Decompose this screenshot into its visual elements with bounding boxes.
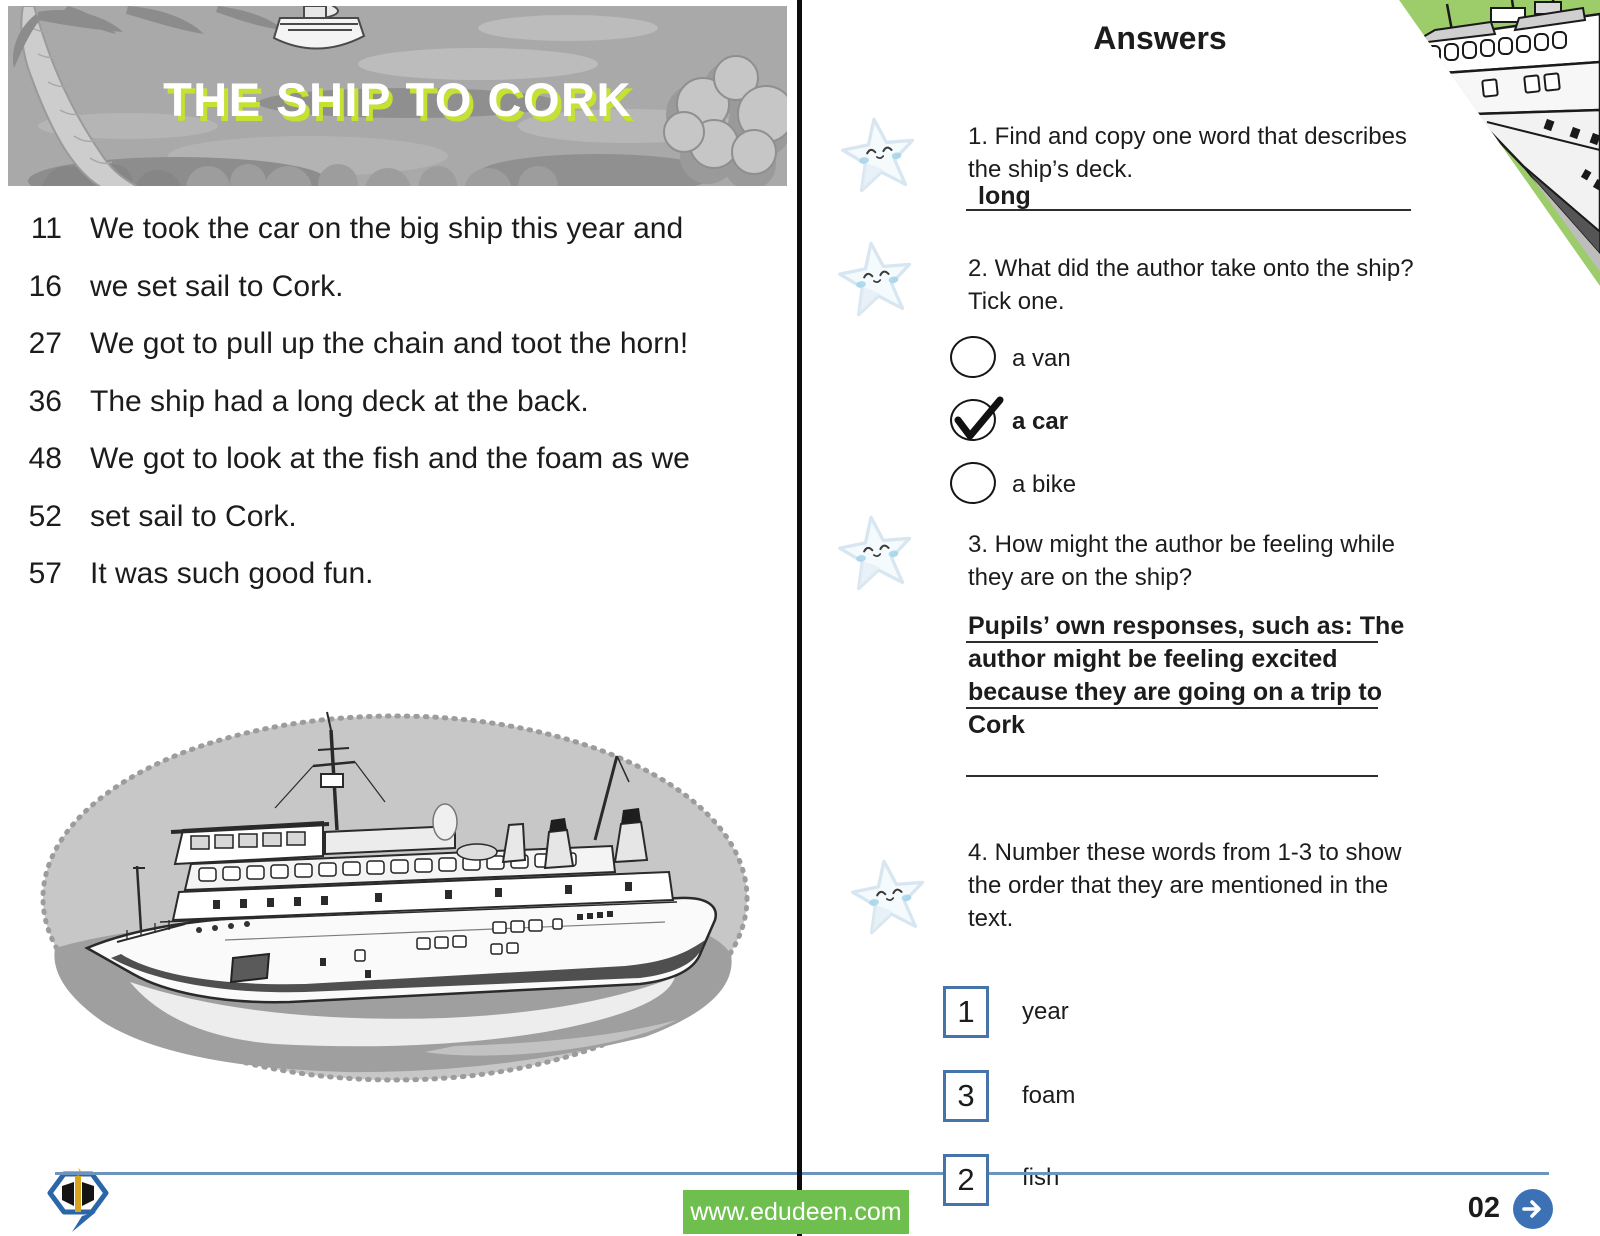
order-box-foam: 3 <box>943 1070 989 1122</box>
tick-option-van <box>949 334 998 379</box>
answer-3-text: Pupils’ own responses, such as: The author might be feeling excited because they are going on a trip to Cork <box>968 612 1405 739</box>
question-1-line1: 1. Find and copy one word that describes <box>968 123 1407 150</box>
question-2 <box>968 252 1448 318</box>
answer-1-text: long <box>978 182 1031 210</box>
answers-heading: Answers <box>1093 20 1227 56</box>
passage-line: 57 It was such good fun. <box>0 557 780 615</box>
question-2-line2: Tick one. <box>968 288 1065 315</box>
passage-line: 27 We got to pull up the chain and toot the horn! <box>0 327 780 385</box>
answer-3-line <box>966 707 1378 709</box>
page-number: 02 <box>1467 1192 1500 1224</box>
question-3-line2: they are on the ship? <box>968 564 1193 591</box>
word-count: 27 <box>28 327 62 360</box>
star-icon <box>838 114 920 196</box>
tick-icon <box>942 388 1012 450</box>
word-count: 52 <box>28 499 62 533</box>
question-3 <box>968 528 1448 594</box>
next-arrow-icon <box>1521 1197 1545 1221</box>
website-badge[interactable] <box>683 1190 909 1234</box>
word-count: 16 <box>28 269 62 303</box>
page-divider <box>797 0 802 1236</box>
question-4-line2: the order that they are mentioned in the <box>968 872 1389 899</box>
star-icon <box>835 238 917 320</box>
question-3-line1: 3. How might the author be feeling while <box>968 531 1395 558</box>
question-1 <box>968 120 1448 186</box>
star-icon <box>848 856 930 938</box>
order-box-year: 1 <box>943 986 989 1038</box>
option-bike-label: a bike <box>1012 471 1077 498</box>
reading-passage <box>0 212 780 615</box>
website-url[interactable]: www.edudeen.com <box>690 1197 902 1226</box>
ferry-illustration <box>25 690 765 1090</box>
next-page-button[interactable] <box>1513 1189 1553 1229</box>
word-count: 11 <box>30 212 62 245</box>
edudeen-logo <box>42 1168 114 1234</box>
passage-line: 16 we set sail to Cork. <box>0 270 780 328</box>
option-car-label: a car <box>1012 408 1069 435</box>
option-van-label: a van <box>1012 345 1071 372</box>
question-1-line2: the ship’s deck. <box>968 156 1133 183</box>
passage-line: 36 The ship had a long deck at the back. <box>0 385 780 443</box>
question-4 <box>968 836 1448 935</box>
answer-3-line <box>966 775 1378 777</box>
question-2-line1: 2. What did the author take onto the ship? <box>968 255 1414 282</box>
order-word-foam: foam <box>1022 1082 1076 1109</box>
star-icon <box>835 512 917 594</box>
header-banner <box>8 6 787 186</box>
passage-line: 52 set sail to Cork. <box>0 500 780 558</box>
passage-line: 48 We got to look at the fish and the foam as we <box>0 442 780 500</box>
answer-3-line <box>966 641 1378 643</box>
word-count: 48 <box>28 442 62 475</box>
answer-1-line <box>966 209 1411 211</box>
question-4-line1: 4. Number these words from 1-3 to show <box>968 839 1402 866</box>
question-4-line3: text. <box>968 905 1014 932</box>
passage-line: 11 We took the car on the big ship this year and <box>0 212 780 270</box>
footer-rule <box>55 1172 1549 1175</box>
page-title: THE SHIP TO CORK <box>163 73 632 126</box>
word-count: 57 <box>28 557 62 590</box>
order-word-fish: fish <box>1022 1164 1060 1191</box>
tick-option-bike <box>949 460 998 505</box>
ferry-ship-icon <box>25 690 765 1090</box>
order-box-fish: 2 <box>943 1154 989 1206</box>
order-word-year: year <box>1022 998 1069 1025</box>
word-count: 36 <box>28 384 62 418</box>
